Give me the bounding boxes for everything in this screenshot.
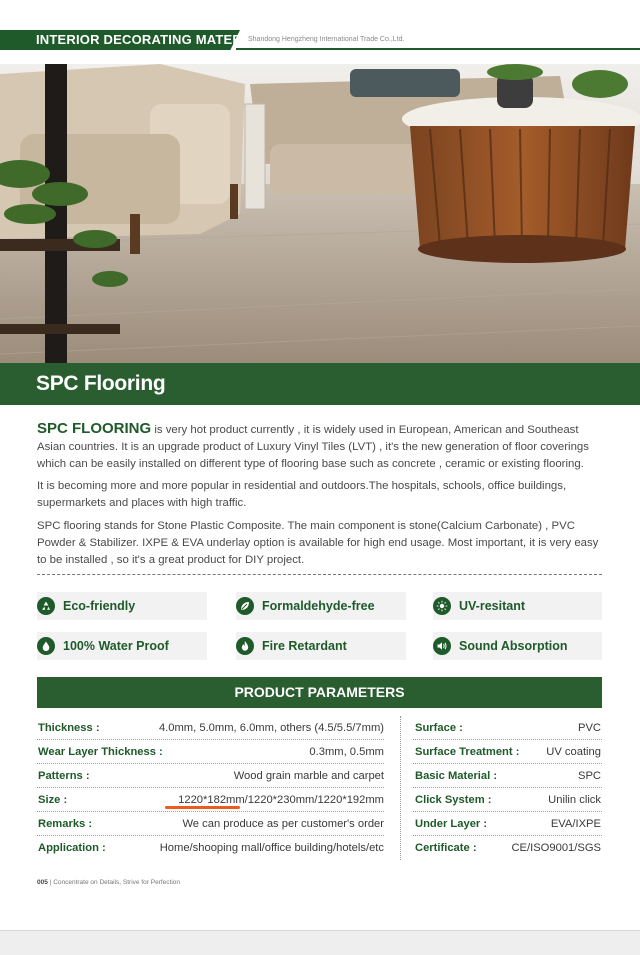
param-key: Surface Treatment : bbox=[415, 746, 520, 758]
param-key: Under Layer : bbox=[415, 818, 488, 830]
param-key: Click System : bbox=[415, 794, 492, 806]
section-title: SPC Flooring bbox=[36, 372, 166, 395]
viewer-bottom-strip bbox=[0, 930, 640, 955]
page-number: 005 bbox=[37, 879, 48, 886]
footer-separator: | bbox=[49, 879, 52, 886]
param-row-remarks bbox=[37, 812, 602, 836]
param-value: Unilin click bbox=[548, 794, 601, 806]
param-value: 4.0mm, 5.0mm, 6.0mm, others (4.5/5.5/7mm) bbox=[158, 722, 384, 734]
param-key: Size : bbox=[38, 794, 68, 806]
feature-label: Formaldehyde-free bbox=[262, 599, 375, 613]
param-value: PVC bbox=[577, 722, 601, 734]
leaf-icon bbox=[236, 597, 254, 615]
section-title-band bbox=[0, 363, 640, 405]
interior-illustration bbox=[0, 64, 640, 363]
recycle-icon bbox=[37, 597, 55, 615]
param-key: Thickness : bbox=[38, 722, 100, 734]
interior-photo bbox=[0, 64, 640, 363]
intro-paragraph-3: SPC flooring stands for Stone Plastic Composite. The main component is stone(Calcium Carbonate) , PVC Powder & Stabilizer. IXPE & EVA underlay option is available for high end usage. Most important, it is very easy to be installed , so it's a great product for DIY project. bbox=[37, 520, 599, 566]
param-row-application bbox=[37, 836, 602, 860]
feature-label: Sound Absorption bbox=[459, 639, 568, 653]
flame-icon bbox=[236, 637, 254, 655]
intro-paragraph-2: It is becoming more and more popular in residential and outdoors.The hospitals, schools, office buildings, supermarkets and places with high traffic. bbox=[37, 480, 567, 509]
feature-water-proof bbox=[37, 632, 207, 660]
uv-shield-icon bbox=[433, 597, 451, 615]
param-key: Certificate : bbox=[415, 842, 477, 854]
param-value: 0.3mm, 0.5mm bbox=[309, 746, 384, 758]
feature-sound-absorption bbox=[433, 632, 602, 660]
page-header bbox=[0, 30, 640, 50]
feature-formaldehyde-free bbox=[236, 592, 406, 620]
param-key: Surface : bbox=[415, 722, 463, 734]
param-row-size bbox=[37, 788, 602, 812]
param-row-patterns bbox=[37, 764, 602, 788]
param-value: We can produce as per customer's order bbox=[182, 818, 384, 830]
params-header bbox=[37, 677, 602, 708]
dashed-divider bbox=[37, 574, 602, 575]
feature-eco-friendly bbox=[37, 592, 207, 620]
feature-label: UV-resitant bbox=[459, 599, 525, 613]
feature-label: Eco-friendly bbox=[63, 599, 136, 613]
param-key: Basic Material : bbox=[415, 770, 498, 782]
intro-lead: SPC FLOORING bbox=[37, 420, 152, 437]
intro-text-1: is very hot product currently , it is widely used in European, American and Southeast Asian countries. It is an upgrade product of Luxury Vinyl Tiles (LVT) , it's the new generation of floor coverings which can be easily installed on different type of flooring base such as concrete , ceramic or existing flooring. bbox=[37, 424, 589, 470]
param-value: Wood grain marble and carpet bbox=[233, 770, 384, 782]
param-value: Home/shooping mall/office building/hotels/etc bbox=[159, 842, 384, 854]
param-key: Application : bbox=[38, 842, 106, 854]
param-key: Wear Layer Thickness : bbox=[38, 746, 163, 758]
param-value: CE/ISO9001/SGS bbox=[511, 842, 601, 854]
params-title: PRODUCT PARAMETERS bbox=[234, 684, 405, 700]
page-footer bbox=[37, 878, 180, 887]
header-rule bbox=[236, 48, 640, 50]
water-drop-icon bbox=[37, 637, 55, 655]
intro-paragraph-1 bbox=[37, 420, 607, 473]
param-row-thickness bbox=[37, 716, 602, 740]
header-company: Shandong Hengzheng International Trade Co.,Ltd. bbox=[248, 36, 405, 43]
feature-label: Fire Retardant bbox=[262, 639, 347, 653]
footer-slogan: Concentrate on Details, Strive for Perfection bbox=[53, 879, 180, 886]
param-value: UV coating bbox=[546, 746, 601, 758]
speaker-icon bbox=[433, 637, 451, 655]
feature-label: 100% Water Proof bbox=[63, 639, 169, 653]
feature-fire-retardant bbox=[236, 632, 406, 660]
feature-uv-resistant bbox=[433, 592, 602, 620]
header-title: INTERIOR DECORATING MATERIALS bbox=[36, 32, 273, 47]
highlight-underline bbox=[165, 806, 240, 809]
param-row-wear-layer bbox=[37, 740, 602, 764]
param-key: Patterns : bbox=[38, 770, 90, 782]
param-value: 1220*182mm/1220*230mm/1220*192mm bbox=[178, 794, 384, 806]
param-value: EVA/IXPE bbox=[550, 818, 601, 830]
param-key: Remarks : bbox=[38, 818, 93, 830]
param-value: SPC bbox=[577, 770, 601, 782]
